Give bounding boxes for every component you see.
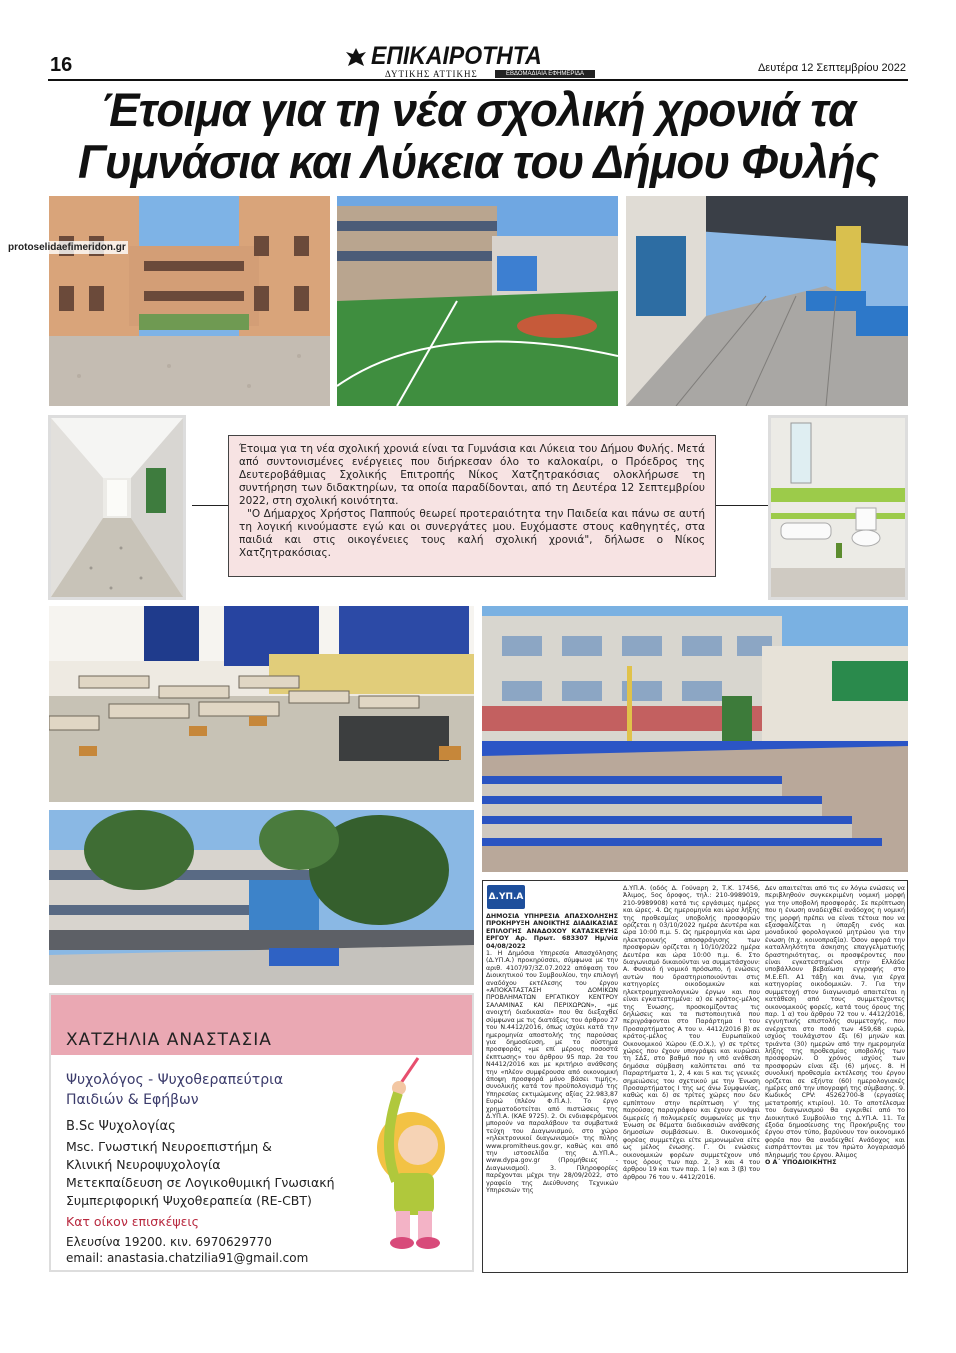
- photo-classroom: [49, 606, 474, 802]
- notice-column-1: [486, 913, 618, 1194]
- article-paragraph-2: "Ο Δήμαρχος Χρήστος Παππούς θεωρεί προτεραιότητα την Παιδεία και πάνω σε αυτή τη λογική κινούμαστε εγώ και οι συνεργάτες μου. Ευχόμαστε στους καθηγητές, στα παιδιά και στις οικογένειες τους καλή σχολική χρονιά", δήλωσε ο Νίκος Χατζητρακόσιας.: [239, 508, 705, 559]
- ad-training-2: Συμπεριφορική Ψυχοθεραπεία (RE-CBT): [66, 1193, 312, 1208]
- ad-email: email: anastasia.chatzilia91@gmail.com: [66, 1251, 309, 1265]
- connector-line-right: [716, 505, 768, 506]
- watermark: protoselidaefimeridon.gr: [8, 242, 126, 253]
- photo-basketball-court: [337, 196, 618, 406]
- headline: [63, 84, 893, 188]
- masthead: [345, 44, 600, 80]
- article-box: [228, 435, 716, 577]
- ad-degree-msc-2: Κλινική Νευροψυχολογία: [66, 1157, 221, 1172]
- ad-phone: Ελευσίνα 19200. κιν. 6970629770: [66, 1235, 272, 1249]
- headline-line-2: Γυμνάσια και Λύκεια του Δήμου Φυλής: [77, 135, 879, 188]
- photo-restroom: [768, 415, 908, 600]
- dypa-logo: Δ.ΥΠ.Α: [487, 885, 525, 909]
- ad-role-2: Παιδιών & Εφήβων: [66, 1092, 199, 1108]
- masthead-subtitle: ΔΥΤΙΚΗΣ ΑΤΤΙΚΗΣ: [385, 69, 478, 79]
- notice-signature: Ο Α΄ ΥΠΟΔΙΟΙΚΗΤΗΣ: [765, 1159, 837, 1167]
- headline-line-1: Έτοιμα για τη νέα σχολική χρονιά τα: [100, 83, 856, 136]
- ad-role-1: Ψυχολόγος - Ψυχοθεραπεύτρια: [66, 1072, 284, 1088]
- photo-school-courtyard: [49, 196, 330, 406]
- psychologist-advertisement: [49, 993, 474, 1272]
- child-drawing-illustration-icon: [356, 1053, 471, 1253]
- eagle-logo-icon: [345, 46, 367, 70]
- photo-covered-walkway: [626, 196, 908, 406]
- public-notice: [482, 880, 908, 1273]
- masthead-bar: ΕΒΔΟΜΑΔΙΑΙΑ ΕΦΗΜΕΡΙΔΑ: [495, 70, 595, 78]
- ad-home-visits: Κατ οίκον επισκέψεις: [66, 1214, 199, 1229]
- photo-school-exterior-steps: [482, 606, 908, 872]
- photo-school-yard-trees: [49, 810, 474, 985]
- ad-degree-bsc: B.Sc Ψυχολογίας: [66, 1119, 176, 1134]
- notice-column-2-body: Δ.ΥΠ.Α. (οδός Δ. Γούναρη 2, Τ.Κ. 17456, Άλιμος, 5ος όροφος, τηλ.: 210-9989019, 210-9989908) κατά τις εργάσιμες ημέρες και ώρες. 4. Ως ημερομηνία και ώρα λήξης της προθεσμίας υποβολής προσφορών ορίζεται η 03/10/2022 ημέρα Δευτέρα και ώρα 10:00 π.μ. 5. Ως ημερομηνία και ώρα ηλεκτρονικής αποσφράγισης των προσφορών ορίζεται η 10/10/2022 ημέρα Δευτέρα και ώρα 10:00 π.μ. 6. Στο διαγωνισμό δικαιούνται να συμμετάσχουν: Α. Φυσικό ή νομικό πρόσωπο, ή ενώσεις αυτών που δραστηριοποιούνται στις κατηγορίες οικοδομικών και ηλεκτρομηχανολογικών έργων και που είναι εγκατεστημένα: α) σε κράτος-μέλος της Ένωσης, προσκομίζοντας τις δηλώσεις και τα πιστοποιητικά που περιγράφονται στο Παράρτημα Ι του Προσαρτήματος Α του ν. 4412/2016 β) σε κράτος-μέλος του Ευρωπαϊκού Οικονομικού Χώρου (Ε.Ο.Χ.), γ) σε τρίτες χώρες που έχουν υπογράψει και κυρώσει τη ΣΔΣ, στο βαθμό που η υπό ανάθεση δημόσια σύμβαση καλύπτεται από τα Παραρτήματα 1, 2, 4 και 5 και τις γενικές σημειώσεις του σχετικού με την Ένωση Προσαρτήματος Ι της ως άνω Συμφωνίας, καθώς και δ) σε τρίτες χώρες που δεν εμπίπτουν στην περίπτωση γ' της παρούσας παραγράφου και έχουν συνάψει διμερείς ή πολυμερείς συμφωνίες με την Ένωση σε θέματα διαδικασιών ανάθεσης δημοσίων συμβάσεων. Β. Οικονομικός φορέας συμμετέχει είτε μεμονωμένα είτε ως μέλος ένωσης. Γ. Οι ενώσεις οικονομικών φορέων συμμετέχουν υπό τους όρους των παρ. 2, 3 και 4 του άρθρου 19 και των παρ. 1 (e) και 3 (β) του άρθρου 76 του ν. 4412/2016.: [623, 885, 760, 1181]
- ad-name: ΧΑΤΖΗΛΙΑ ΑΝΑΣΤΑΣΙΑ: [66, 1030, 272, 1050]
- page-number: 16: [50, 54, 73, 76]
- ad-training-1: Μετεκπαίδευση σε Λογικοθυμική Γνωσιακή: [66, 1175, 335, 1190]
- header-rule: [48, 79, 908, 81]
- connector-line-left: [192, 505, 228, 506]
- masthead-title: ΕΠΙΚΑΙΡΟΤΗΤΑ: [371, 42, 542, 70]
- photo-corridor: [48, 415, 186, 600]
- article-paragraph-1: Έτοιμα για τη νέα σχολική χρονιά είναι τα Γυμνάσια και Λύκεια του Δήμου Φυλής. Μετά από συντονισμένες ενέργειες που διήρκεσαν όλο το καλοκαίρι, ο Πρόεδρος της Δευτεροβάθμιας Σχολικής Επιτροπής Νίκος Χατζητρακόσιας ολοκλήρωσε τη συντήρηση των διδακτηρίων, τα οποία παραδίδονται, από τη Δευτέρα 12 Σεπτεμβρίου 2022, στη σχολική κοινότητα.: [239, 443, 705, 507]
- notice-column-1-body: 1. Η Δημόσια Υπηρεσία Απασχόλησης (Δ.ΥΠ.Α.) προκηρύσσει, σύμφωνα με την αριθ. 4107/97/3Ζ.07.2022 απόφαση του Διοικητικού του Συμβουλίου, την επιλογή αναδόχου εκτέλεσης του έργου «ΑΠΟΚΑΤΑΣΤΑΣΗ ΔΟΜΙΚΩΝ ΠΡΟΒΛΗΜΑΤΩΝ ΕΡΓΑΤΙΚΟΥ ΚΕΝΤΡΟΥ ΣΑΛΑΜΙΝΑΣ ΚΑΙ ΠΕΡΙΧΩΡΩΝ», «με ανοιχτή διαδικασία» που θα διεξαχθεί σύμφωνα με τις διατάξεις του άρθρου 27 του Ν.4412/2016, όπως ισχύει κατά την ημερομηνία αποστολής της παρούσας για δημοσίευση, με το σύστημα προσφοράς «με επί μέρους ποσοστά έκπτωσης» του άρθρου 95 παρ. 2α του Ν4412/2016 και με κριτήριο ανάθεσης την «πλέον συμφέρουσα από οικονομική άποψη προσφορά μόνο βάσει τιμής», συνολικής κατά τον προϋπολογισμό της Υπηρεσίας εκτιμώμενης αξίας 22.983,87 Ευρώ (πλέον Φ.Π.Α.). Το έργο χρηματοδοτείται από πιστώσεις της Δ.ΥΠ.Α. (ΚΑΕ 9725). 2. Οι ενδιαφερόμενοι μπορούν να παραλάβουν τα συμβατικά τεύχη του Διαγωνισμού, στο χώρο «ηλεκτρονικοί διαγωνισμοί» της πύλης www.promitheus.gov.gr, καθώς και από την ιστοσελίδα της Δ.ΥΠ.Α., www.dypa.gov.gr (Προμήθειες - Διαγωνισμοί). 3. Πληροφορίες παρέχονται μέχρι την 28/09/2022, στο γραφείο της Διεύθυνσης Τεχνικών Υπηρεσιών της: [486, 950, 618, 1195]
- notice-column-2: [623, 885, 760, 1181]
- notice-column-3-body: Δεν απαιτείται από τις εν λόγω ενώσεις να περιβληθούν συγκεκριμένη νομική μορφή για την υποβολή προσφοράς. Σε περίπτωση που η ένωση αναδειχθεί ανάδοχος η νομική της μορφή πρέπει να είναι τέτοια που να εξασφαλίζεται η ύπαρξη ενός και μοναδικού φορολογικού μητρώου για την ένωση (π.χ. κοινοπραξία). Όσον αφορά την καταλληλότητα άσκησης επαγγελματικής δραστηριότητας, οι προσφέροντες που είναι εγκατεστημένοι στην Ελλάδα υποβάλλουν βεβαίωση εγγραφής στο Μ.Ε.ΕΠ. Α1 τάξη και άνω, για έργα κατηγορίας οικοδομικών. 7. Για την συμμετοχή στον διαγωνισμό απαιτείται η κατάθεση από τους συμμετέχοντες οικονομικούς φορείς, κατά τους όρους της παρ. 1 α) του άρθρου 72 του ν. 4412/2016, εγγυητικής επιστολής συμμετοχής, που ανέρχεται στο ποσό των 459,68 ευρώ, ισχύος τουλάχιστον έξι (6) μηνών και τριάντα (30) ημερών από την ημερομηνία λήξης της προθεσμίας υποβολής των προσφορών. Ο χρόνος ισχύος των προσφορών είναι έξι (6) μήνες. 8. Η συνολική προθεσμία εκτέλεσης του έργου ορίζεται σε εξήντα (60) ημερολογιακές ημέρες από την υπογραφή της σύμβασης. 9. Κωδικός CPV: 45262700-8 (εργασίες μετατροπής κτιρίου). 10. Το αποτέλεσμα του διαγωνισμού θα εγκριθεί από το Διοικητικό Συμβούλιο της Δ.ΥΠ.Α. 11. Τα έξοδα δημοσίευσης της Προκήρυξης του έργου στον τύπο, βαρύνουν τον οικονομικό φορέα που θα αναδειχθεί Ανάδοχος και εισπράττονται με τον πρώτο λογαριασμό πληρωμής του έργου. Άλιμος: [765, 885, 905, 1159]
- notice-heading: ΔΗΜΟΣΙΑ ΥΠΗΡΕΣΙΑ ΑΠΑΣΧΟΛΗΣΗΣ ΠΡΟΚΗΡΥΞΗ ΑΝΟΙΚΤΗΣ ΔΙΑΔΙΚΑΣΙΑΣ ΕΠΙΛΟΓΗΣ ΑΝΑΔΟΧΟΥ ΚΑΤΑΣΚΕΥΗΣ ΕΡΓΟΥ Αρ. Πρωτ. 683307 Ημ/νία 04/08/2022: [486, 913, 618, 950]
- issue-date: Δευτέρα 12 Σεπτεμβρίου 2022: [757, 62, 906, 74]
- ad-degree-msc-1: Msc. Γνωστική Νευροεπιστήμη &: [66, 1139, 272, 1154]
- notice-column-3: [765, 885, 905, 1166]
